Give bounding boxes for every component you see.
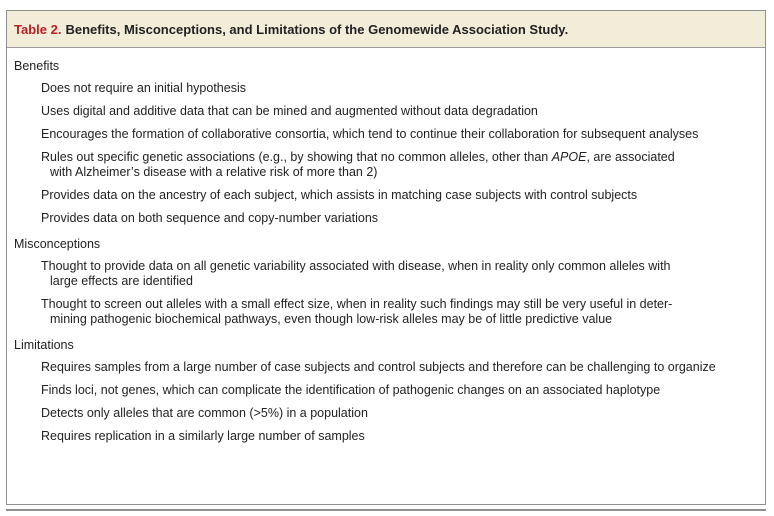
misconception-item-text: Thought to provide data on all genetic variability associated with disease, when in reality only common alleles with [41, 259, 671, 273]
table-title: Benefits, Misconceptions, and Limitations of the Genomewide Association Study. [65, 21, 569, 37]
misconception-item-continuation: large effects are identified [50, 274, 193, 288]
benefit-item-text: , are associated [586, 150, 675, 164]
table-title-bar [7, 11, 765, 48]
table-frame [6, 10, 766, 505]
misconception-item [7, 259, 765, 289]
misconception-item-continuation: mining pathogenic biochemical pathways, even though low-risk alleles may be of little predictive value [50, 312, 613, 326]
limitation-item: Finds loci, not genes, which can complicate the identification of pathogenic changes on an associated haplotype [41, 383, 661, 397]
benefit-item: Encourages the formation of collaborative consortia, which tend to continue their collaboration for subsequent analyses [41, 127, 699, 141]
benefit-item-gene: APOE [551, 150, 587, 164]
bottom-rule [6, 509, 766, 511]
benefit-item: Provides data on both sequence and copy-number variations [41, 211, 379, 225]
limitation-item: Requires samples from a large number of case subjects and control subjects and therefore can be challenging to organize [41, 360, 716, 374]
table-body [7, 48, 765, 444]
table-label: Table 2. [14, 21, 62, 37]
benefit-item: Uses digital and additive data that can be mined and augmented without data degradation [41, 104, 538, 118]
section-heading-benefits: Benefits [14, 59, 60, 73]
limitation-item: Detects only alleles that are common (>5%) in a population [41, 406, 368, 420]
limitation-item: Requires replication in a similarly large number of samples [41, 429, 365, 443]
misconception-item-text: Thought to screen out alleles with a small effect size, when in reality such findings may still be very useful in deter- [41, 297, 673, 311]
benefit-item: Does not require an initial hypothesis [41, 81, 246, 95]
benefit-item-text: Rules out specific genetic associations (e.g., by showing that no common alleles, other than [41, 150, 552, 164]
section-heading-misconceptions: Misconceptions [14, 237, 101, 251]
benefit-item [7, 150, 765, 180]
benefit-item: Provides data on the ancestry of each subject, which assists in matching case subjects with control subjects [41, 188, 638, 202]
benefit-item-continuation: with Alzheimer’s disease with a relative risk of more than 2) [50, 165, 378, 179]
section-heading-limitations: Limitations [14, 338, 74, 352]
misconception-item [7, 297, 765, 327]
